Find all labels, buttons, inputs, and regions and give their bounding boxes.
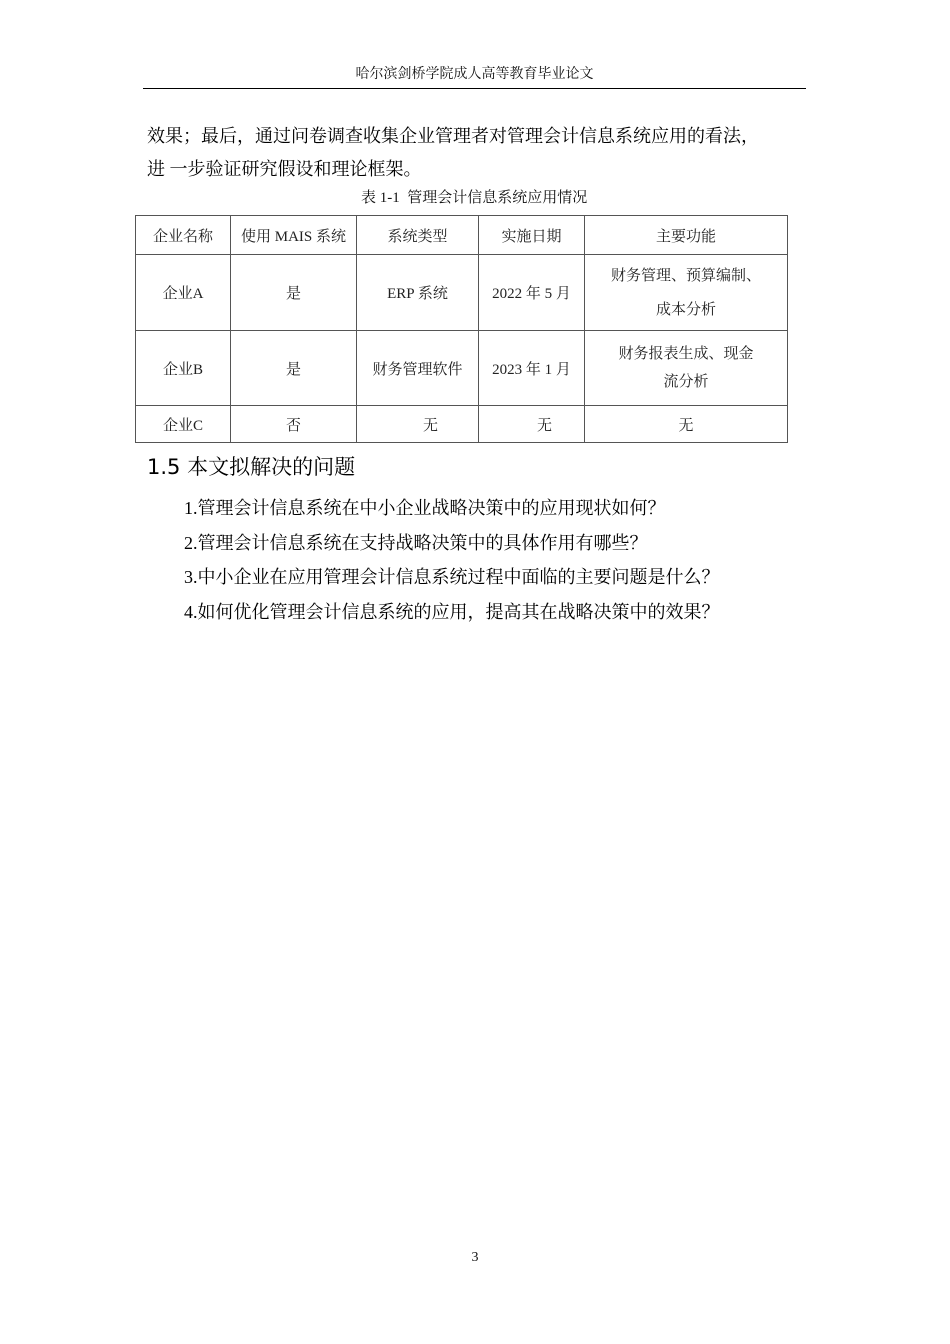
list-item: 3.中小企业在应用管理会计信息系统过程中面临的主要问题是什么？: [184, 567, 720, 588]
function-line: 流分析: [663, 374, 709, 390]
body-paragraph: [147, 120, 807, 186]
header-uses-mais: 使用 MAIS 系统: [231, 216, 357, 255]
cell-uses-mais: 否: [231, 406, 357, 443]
paragraph-line: 效果；最后，通过问卷调查收集企业管理者对管理会计信息系统应用的看法，: [147, 126, 759, 146]
function-line: 无: [678, 417, 694, 434]
table-header-row: [136, 216, 788, 255]
paragraph-line: 进 一步验证研究假设和理论框架。: [147, 159, 422, 179]
cell-main-functions: [585, 255, 788, 331]
page-number: 3: [471, 1250, 479, 1265]
cell-company: 企业B: [136, 331, 231, 406]
header-rule: [143, 88, 806, 89]
function-line: 财务报表生成、现金: [618, 346, 754, 362]
list-item: 2.管理会计信息系统在支持战略决策中的具体作用有哪些？: [184, 532, 648, 553]
cell-system-type: 财务管理软件: [357, 331, 479, 406]
list-item: 4.如何优化管理会计信息系统的应用，提高其在战略决策中的效果？: [184, 602, 720, 623]
cell-uses-mais: 是: [231, 331, 357, 406]
cell-company: 企业C: [136, 406, 231, 443]
table-row: [136, 406, 788, 443]
list-item: 1.管理会计信息系统在中小企业战略决策中的应用现状如何？: [184, 498, 666, 518]
running-header: 哈尔滨剑桥学院成人高等教育毕业论文: [355, 67, 594, 82]
cell-main-functions: [585, 406, 788, 443]
cell-company: 企业A: [136, 255, 231, 331]
cell-system-type: ERP 系统: [357, 255, 479, 331]
table-row: [136, 255, 788, 331]
cell-uses-mais: 是: [231, 255, 357, 331]
header-implementation-date: 实施日期: [479, 216, 585, 255]
cell-system-type: 无: [357, 406, 479, 443]
cell-implementation-date: 2023 年 1 月: [479, 331, 585, 406]
cell-implementation-date: 2022 年 5 月: [479, 255, 585, 331]
question-list: [184, 491, 804, 630]
table-row: [136, 331, 788, 406]
mais-application-table: [135, 215, 788, 443]
cell-main-functions: [585, 331, 788, 406]
header-main-functions: 主要功能: [585, 216, 788, 255]
header-company: 企业名称: [136, 216, 231, 255]
function-line: 成本分析: [655, 301, 716, 318]
table-caption: 表 1-1 管理会计信息系统应用情况: [361, 190, 588, 206]
cell-implementation-date: 无: [479, 406, 585, 443]
header-system-type: 系统类型: [357, 216, 479, 255]
function-line: 财务管理、预算编制、: [610, 267, 761, 284]
section-heading: 1.5 本文拟解决的问题: [147, 455, 356, 479]
